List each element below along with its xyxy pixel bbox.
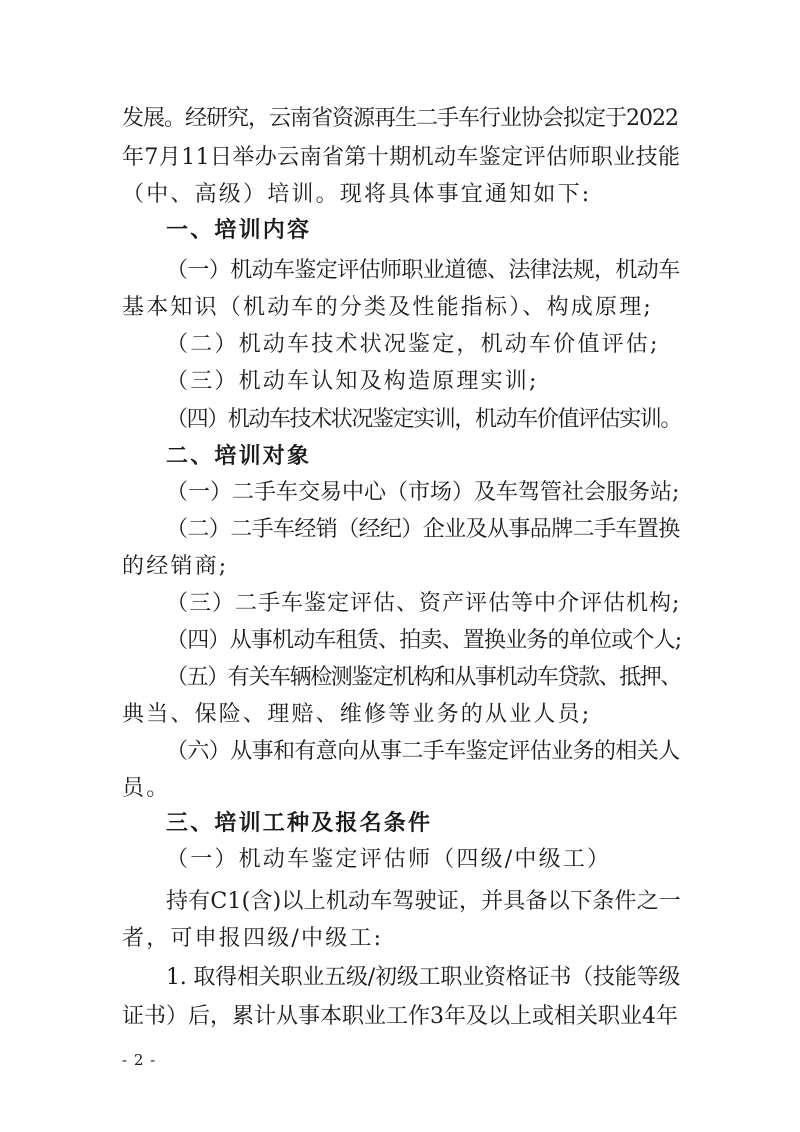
page-number: - 2 -	[122, 1051, 157, 1069]
body-text-line: （一）二手车交易中心（市场）及车驾管社会服务站;	[166, 480, 680, 505]
body-text-line: 员。	[122, 776, 171, 801]
body-text-line: 者，可申报四级/中级工:	[122, 926, 384, 951]
body-text-line: 1. 取得相关职业五级/初级工职业资格证书（技能等级	[166, 965, 681, 990]
body-text-line: （三）机动车认知及构造原理实训;	[166, 369, 539, 394]
body-text-line: （四）机动车技术状况鉴定实训，机动车价值评估实训。	[166, 407, 682, 432]
body-text-line: （四）从事机动车租赁、拍卖、置换业务的单位或个人;	[166, 628, 682, 653]
body-text-line: 年7月11日举办云南省第十期机动车鉴定评估师职业技能	[122, 145, 681, 170]
body-text-line: 基本知识（机动车的分类及性能指标）、构成原理;	[122, 295, 654, 320]
body-text-line: （三）二手车鉴定评估、资产评估等中介评估机构;	[166, 591, 681, 616]
body-text-line: 的经销商;	[122, 554, 229, 579]
section-heading-2: 二、培训对象	[166, 443, 312, 469]
body-text-line: （中、高级）培训。现将具体事宜通知如下:	[122, 182, 592, 207]
body-text-line: 发展。经研究，云南省资源再生二手车行业协会拟定于2022	[122, 106, 678, 131]
body-text-line: （二）机动车技术状况鉴定，机动车价值评估;	[166, 332, 660, 357]
body-text-line: （二）二手车经销（经纪）企业及从事品牌二手车置换	[166, 517, 680, 542]
section-heading-3: 三、培训工种及报名条件	[166, 810, 433, 836]
body-text-line: （一）机动车鉴定评估师职业道德、法律法规，机动车	[166, 258, 680, 283]
body-text-line: 持有C1(含)以上机动车驾驶证，并具备以下条件之一	[166, 889, 681, 914]
sub-heading: （一）机动车鉴定评估师（四级/中级工）	[166, 847, 612, 872]
body-text-line: （五）有关车辆检测鉴定机构和从事机动车贷款、抵押、	[166, 665, 682, 690]
body-text-line: 证书）后，累计从事本职业工作3年及以上或相关职业4年	[122, 1004, 678, 1029]
section-heading-1: 一、培训内容	[166, 217, 312, 243]
body-text-line: 典当、保险、理赔、维修等业务的从业人员;	[122, 702, 592, 727]
body-text-line: （六）从事和有意向从事二手车鉴定评估业务的相关人	[166, 739, 680, 764]
